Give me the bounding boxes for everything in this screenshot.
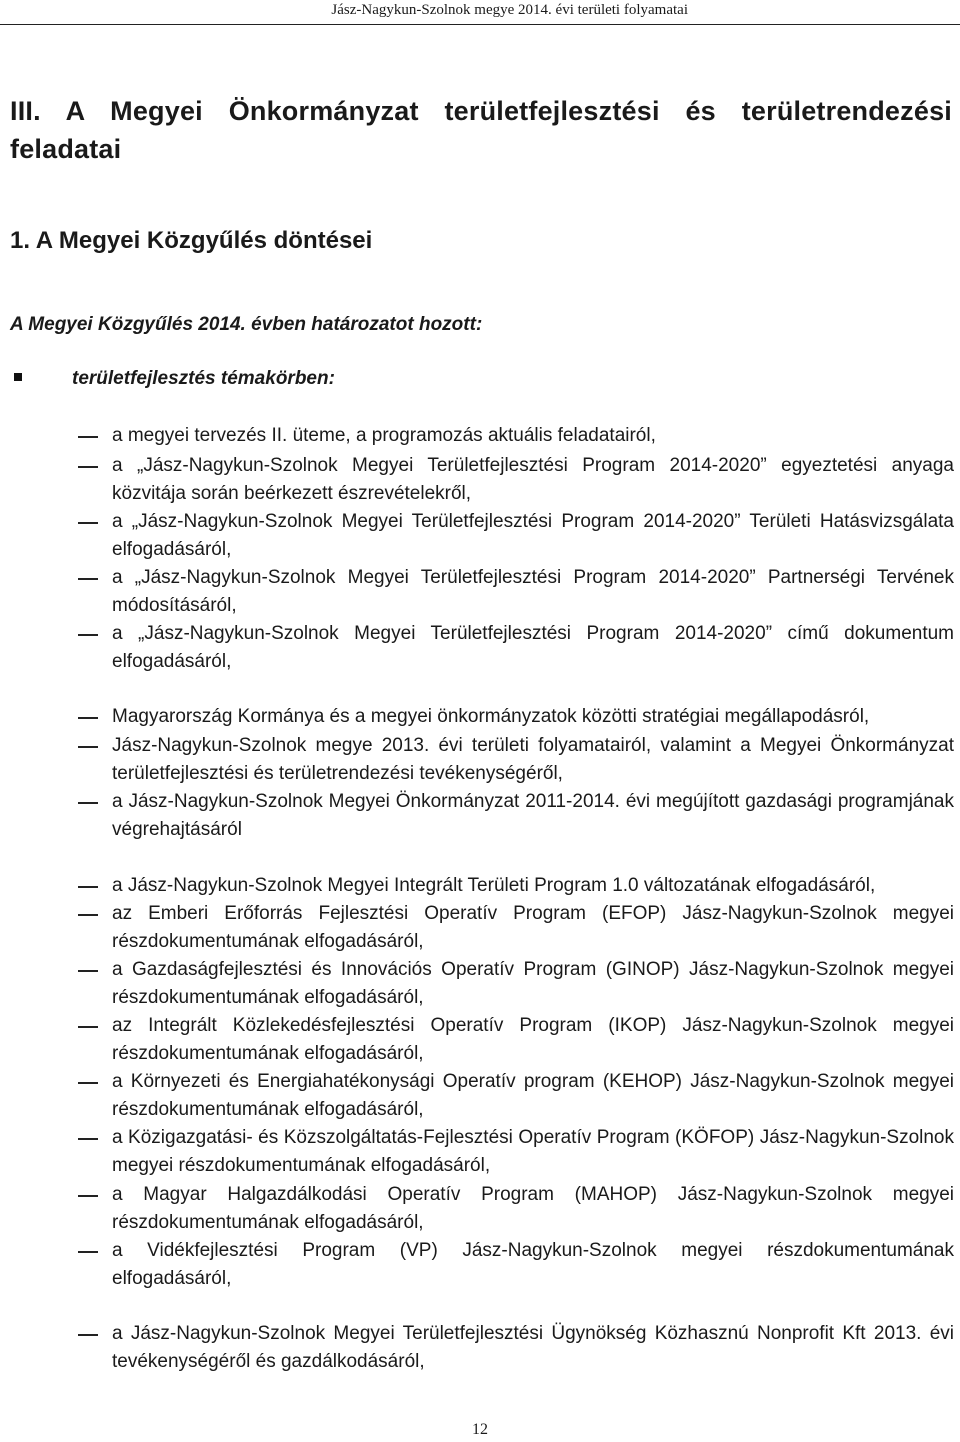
list-item — [112, 1012, 954, 1068]
dash-bullet-icon — [78, 634, 98, 636]
list-item-text: a Jász-Nagykun-Szolnok Megyei Integrált Területi Program 1.0 változatának elfogadásáról, — [112, 875, 876, 896]
dash-bullet-icon — [78, 1026, 98, 1028]
list-item — [112, 1068, 954, 1124]
dash-bullet-icon — [78, 914, 98, 916]
page-number: 12 — [472, 1421, 488, 1438]
list-item-text: az Emberi Erőforrás Fejlesztési Operatív Program (EFOP) Jász-Nagykun-Szolnok megyei részdokumentumának elfogadásáról, — [112, 903, 954, 952]
list-item-text: a „Jász-Nagykun-Szolnok Megyei Területfejlesztési Program 2014-2020” Partnerségi Tervének módosításáról, — [112, 567, 954, 616]
list-item — [112, 564, 954, 620]
list-item-text: a Közigazgatási- és Közszolgáltatás-Fejlesztési Operatív Program (KÖFOP) Jász-Nagykun-Szolnok megyei részdokumentumának elfogadásáról, — [112, 1127, 954, 1176]
list-item-text: a „Jász-Nagykun-Szolnok Megyei Területfejlesztési Program 2014-2020” Területi Hatásvizsgálata elfogadásáról, — [112, 511, 954, 560]
list-item — [112, 703, 954, 731]
section-title: III. A Megyei Önkormányzat területfejlesztési és területrendezési feladatai — [10, 96, 952, 164]
running-header — [0, 0, 960, 25]
list-item — [112, 788, 954, 844]
list-item-text: a Jász-Nagykun-Szolnok Megyei Területfejlesztési Ügynökség Közhasznú Nonprofit Kft 2013. évi tevékenységéről és gazdálkodásáról, — [112, 1323, 954, 1372]
list-item — [112, 872, 954, 900]
dash-bullet-icon — [78, 886, 98, 888]
list-item-text: Magyarország Kormánya és a megyei önkormányzatok közötti stratégiai megállapodásról, — [112, 706, 870, 727]
list-item-text: a Jász-Nagykun-Szolnok Megyei Önkormányzat 2011-2014. évi megújított gazdasági programjának végrehajtásáról — [112, 791, 954, 840]
lead-text: A Megyei Közgyűlés 2014. évben határozatot hozott: — [10, 314, 483, 335]
list-item-text: a Környezeti és Energiahatékonysági Operatív program (KEHOP) Jász-Nagykun-Szolnok megyei részdokumentumának elfogadásáról, — [112, 1071, 954, 1120]
dash-bullet-icon — [78, 1082, 98, 1084]
list-item — [112, 1320, 954, 1376]
list-item — [112, 422, 954, 450]
dash-bullet-icon — [78, 802, 98, 804]
list-item — [112, 732, 954, 788]
list-item-text: Jász-Nagykun-Szolnok megye 2013. évi területi folyamatairól, valamint a Megyei Önkormányzat területfejlesztési és területrendezési tevékenységéről, — [112, 735, 954, 784]
dash-bullet-icon — [78, 1138, 98, 1140]
dash-bullet-icon — [78, 717, 98, 719]
list-item — [112, 1237, 954, 1293]
subsection-title: 1. A Megyei Közgyűlés döntései — [10, 227, 373, 254]
list-item-text: a megyei tervezés II. üteme, a programozás aktuális feladatairól, — [112, 425, 656, 446]
list-item-text: a „Jász-Nagykun-Szolnok Megyei Területfejlesztési Program 2014-2020” egyeztetési anyaga közvitája során beérkezett észrevételekről, — [112, 455, 954, 504]
list-item — [112, 900, 954, 956]
dash-bullet-icon — [78, 466, 98, 468]
dash-bullet-icon — [78, 746, 98, 748]
list-item-text: a „Jász-Nagykun-Szolnok Megyei Területfejlesztési Program 2014-2020” című dokumentum elfogadásáról, — [112, 623, 954, 672]
dash-bullet-icon — [78, 1334, 98, 1336]
dash-bullet-icon — [78, 522, 98, 524]
list-item — [112, 620, 954, 676]
list-item — [112, 956, 954, 1012]
running-header-title: Jász-Nagykun-Szolnok megye 2014. évi területi folyamatai — [331, 2, 688, 18]
dash-bullet-icon — [78, 436, 98, 438]
dash-bullet-icon — [78, 1251, 98, 1253]
bullet-text: területfejlesztés témakörben: — [72, 368, 335, 389]
list-item-text: a Gazdaságfejlesztési és Innovációs Operatív Program (GINOP) Jász-Nagykun-Szolnok megyei részdokumentumának elfogadásáról, — [112, 959, 954, 1008]
list-item — [112, 452, 954, 508]
list-item — [112, 1124, 954, 1180]
dash-bullet-icon — [78, 578, 98, 580]
list-item-text: az Integrált Közlekedésfejlesztési Operatív Program (IKOP) Jász-Nagykun-Szolnok megyei részdokumentumának elfogadásáról, — [112, 1015, 954, 1064]
bullet-item — [14, 366, 335, 392]
list-item-text: a Magyar Halgazdálkodási Operatív Program (MAHOP) Jász-Nagykun-Szolnok megyei részdokumentumának elfogadásáról, — [112, 1184, 954, 1233]
list-item — [112, 508, 954, 564]
dash-bullet-icon — [78, 970, 98, 972]
list-item-text: a Vidékfejlesztési Program (VP) Jász-Nagykun-Szolnok megyei részdokumentumának elfogadásáról, — [112, 1240, 954, 1289]
dash-bullet-icon — [78, 1195, 98, 1197]
list-item — [112, 1181, 954, 1237]
square-bullet-icon — [14, 373, 22, 381]
